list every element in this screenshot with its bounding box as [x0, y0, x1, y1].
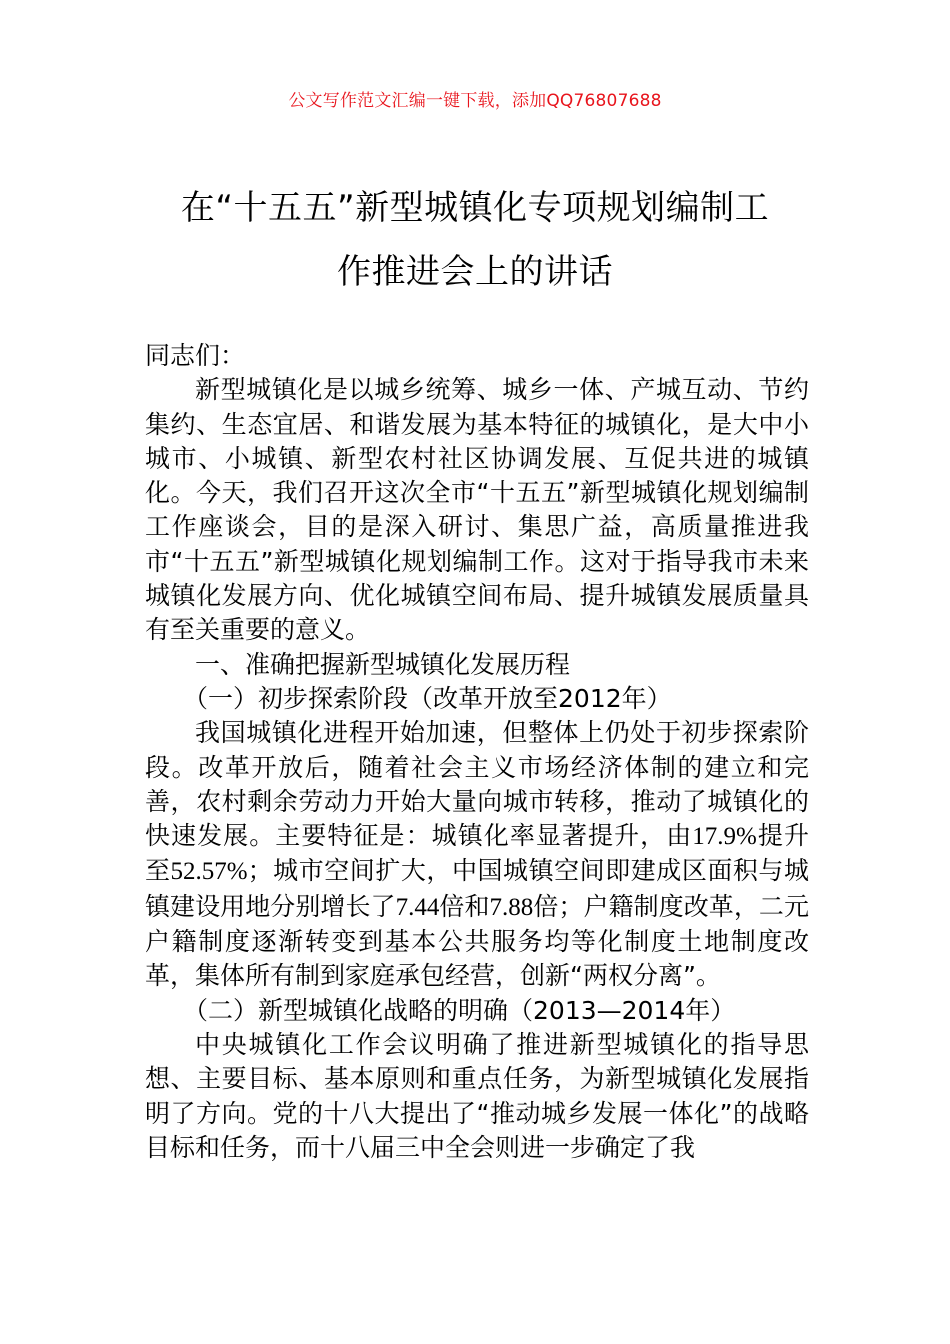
document-title	[145, 176, 805, 304]
title-line-2: 作推进会上的讲话	[337, 252, 613, 292]
stage1-text-2: 提升至	[145, 821, 809, 886]
rate-to: 52.57%	[170, 858, 248, 886]
intro-paragraph: 新型城镇化是以城乡统筹、城乡一体、产城互动、节约集约、生态宜居、和谐发展为基本特征的城镇化，是大中小城市、小城镇、新型农村社区协调发展、互促共进的城镇化。今天，我们召开这次全市“十五五”新型城镇化规划编制工作座谈会，目的是深入研讨、集思广益，高质量推进我市“十五五”新型城镇化规划编制工作。这对于指导我市未来城镇化发展方向、优化城镇空间布局、提升城镇发展质量具有至关重要的意义。	[145, 375, 809, 645]
salutation: 同志们：	[145, 341, 246, 370]
title-line-1: 在“十五五”新型城镇化专项规划编制工	[180, 188, 770, 228]
stage1-paragraph	[145, 716, 809, 993]
stage1-text-5: 倍；户籍制度改革，二元户籍制度逐渐转变到基本公共服务均等化制度土地制度改革，集体所有制到家庭承包经营，创新“两权分离”。	[145, 891, 809, 991]
document-body	[145, 339, 809, 1165]
stage2-paragraph: 中央城镇化工作会议明确了推进新型城镇化的指导思想、主要目标、基本原则和重点任务，为新型城镇化发展指明了方向。党的十八大提出了“推动城乡发展一体化”的战略目标和任务，而十八届三中全会则进一步确定了我	[145, 1029, 809, 1162]
section-heading-1: 一、准确把握新型城镇化发展历程	[195, 649, 571, 679]
rate-from: 17.9%	[692, 823, 757, 851]
download-notice: 公文写作范文汇编一键下载，添加QQ76807688	[288, 91, 662, 111]
growth-b: 7.88	[489, 893, 534, 921]
subsection-heading-2: （二）新型城镇化战略的明确（2013—2014年）	[183, 995, 736, 1025]
stage1-text-3: ；城市空间扩大，中国城镇空间即建成区面积与城镇建设用地分别增长了	[145, 856, 809, 921]
growth-a: 7.44	[395, 893, 440, 921]
stage1-text-4: 倍和	[439, 891, 490, 921]
subsection-heading-1: （一）初步探索阶段（改革开放至2012年）	[183, 683, 672, 713]
stage1-text-1: 我国城镇化进程开始加速，但整体上仍处于初步探索阶段。改革开放后，随着社会主义市场经济体制的建立和完善，农村剩余劳动力开始大量向城市转移，推动了城镇化的快速发展。主要特征是：城镇化率显著提升，由	[145, 718, 809, 851]
